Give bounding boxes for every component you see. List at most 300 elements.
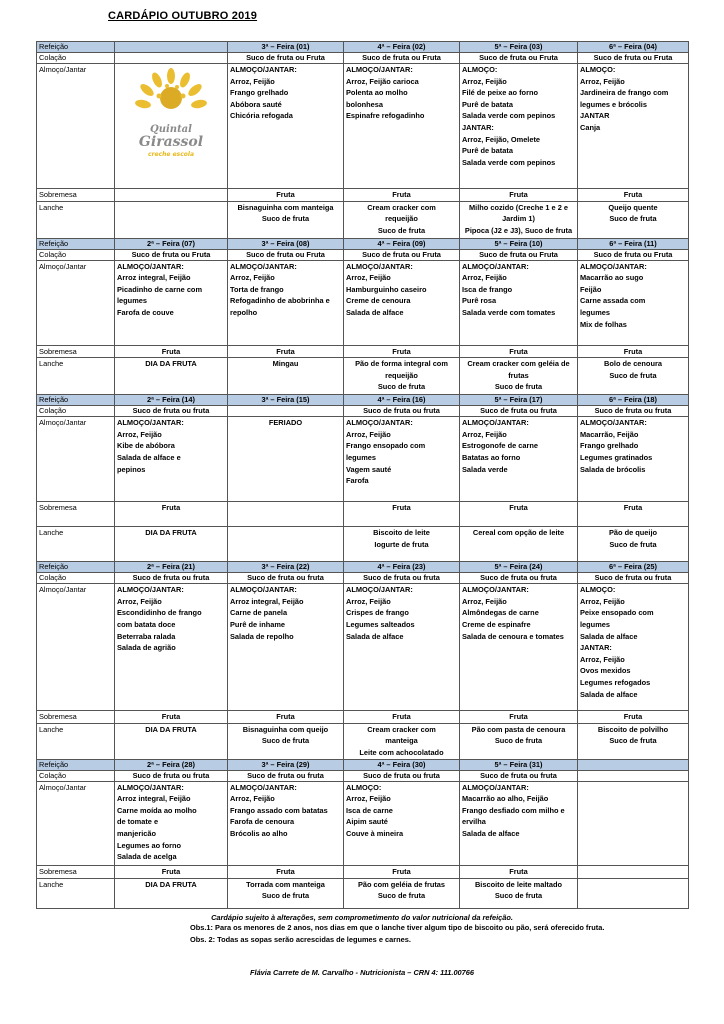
sobremesa-cell: Fruta xyxy=(115,502,228,527)
menu-item: Salada de repolho xyxy=(230,631,294,641)
almoco-cell xyxy=(115,584,228,711)
almoco-cell xyxy=(460,584,578,711)
menu-item: manjericão xyxy=(117,828,157,838)
menu-item: Arroz, Feijão xyxy=(462,76,507,86)
sobremesa-label: Sobremesa xyxy=(37,711,115,724)
menu-item: Arroz integral, Feijão xyxy=(230,596,304,606)
lanche-item: requeijão xyxy=(385,370,418,380)
lanche-row xyxy=(37,201,689,238)
lanche-label: Lanche xyxy=(37,723,115,759)
menu-item: Frango ensopado com xyxy=(346,441,426,451)
menu-item: JANTAR: xyxy=(462,122,494,132)
menu-item: Salada de alface xyxy=(346,307,404,317)
lanche-item: Leite com achocolatado xyxy=(359,747,444,757)
quintal-girassol-logo xyxy=(123,66,219,166)
menu-item: ALMOÇO: xyxy=(580,585,616,595)
sobremesa-cell: Fruta xyxy=(460,345,578,358)
menu-item: ALMOÇO/JANTAR: xyxy=(580,261,647,271)
almoco-label: Almoço/Jantar xyxy=(37,781,115,865)
lanche-item: Suco de fruta xyxy=(609,736,657,746)
day-header: 3ª – Feira (08) xyxy=(228,238,344,249)
lanche-item: Suco de fruta xyxy=(609,539,657,549)
almoco-cell xyxy=(228,260,344,345)
menu-item: Espinafre refogadinho xyxy=(346,111,425,121)
menu-item: Legumes ao forno xyxy=(117,840,182,850)
lanche-item: Cream cracker com geléia de xyxy=(467,359,570,369)
lanche-cell xyxy=(228,723,344,759)
menu-item: Almôndegas de carne xyxy=(462,608,539,618)
sobremesa-cell: Fruta xyxy=(228,711,344,724)
lanche-item: DIA DA FRUTA xyxy=(145,528,197,538)
colacao-row xyxy=(37,406,689,417)
sobremesa-cell: Fruta xyxy=(115,711,228,724)
menu-item: Arroz, Feijão xyxy=(580,654,625,664)
almoco-cell xyxy=(460,417,578,502)
menu-item: Carne assada com xyxy=(580,296,646,306)
day-header: 2ª – Feira (14) xyxy=(115,395,228,406)
lanche-item: DIA DA FRUTA xyxy=(145,724,197,734)
colacao-cell: Suco de fruta ou Fruta xyxy=(460,53,578,64)
lanche-cell xyxy=(344,878,460,908)
day-header: 6ª – Feira (18) xyxy=(578,395,689,406)
menu-item: Frango desfiado com milho e xyxy=(462,805,565,815)
menu-item: ALMOÇO/JANTAR: xyxy=(462,418,529,428)
lanche-cell xyxy=(228,527,344,562)
lanche-item: Cereal com opção de leite xyxy=(472,528,565,538)
sobremesa-label: Sobremesa xyxy=(37,502,115,527)
almoco-label: Almoço/Jantar xyxy=(37,417,115,502)
colacao-cell: Suco de fruta ou Fruta xyxy=(578,53,689,64)
almoco-cell xyxy=(115,260,228,345)
menu-item: Beterraba ralada xyxy=(117,631,176,641)
almoco-cell xyxy=(344,584,460,711)
menu-item: ALMOÇO/JANTAR: xyxy=(117,585,184,595)
menu-item: ervilha xyxy=(462,817,486,827)
sobremesa-cell xyxy=(578,865,689,878)
menu-item: Arroz, Feijão xyxy=(580,76,625,86)
day-header: 5ª – Feira (24) xyxy=(460,562,578,573)
lanche-row xyxy=(37,723,689,759)
day-header: 4ª – Feira (30) xyxy=(344,759,460,770)
menu-item: Macarrão ao sugo xyxy=(580,273,644,283)
almoco-label: Almoço/Jantar xyxy=(37,260,115,345)
week-header-row xyxy=(37,42,689,53)
lanche-cell xyxy=(228,878,344,908)
menu-item: Arroz, Feijão xyxy=(346,596,391,606)
day-header: 6ª – Feira (04) xyxy=(578,42,689,53)
menu-item: Salada de alface xyxy=(580,689,638,699)
refeicao-label: Refeição xyxy=(37,562,115,573)
lanche-row xyxy=(37,878,689,908)
colacao-label: Colação xyxy=(37,53,115,64)
sobremesa-label: Sobremesa xyxy=(37,865,115,878)
colacao-cell: Suco de fruta ou Fruta xyxy=(228,249,344,260)
menu-item: Salada de acelga xyxy=(117,852,177,862)
lanche-item: Pão de forma integral com xyxy=(355,359,448,369)
colacao-cell: Suco de fruta ou fruta xyxy=(460,770,578,781)
menu-item: Legumes salteados xyxy=(346,619,415,629)
sobremesa-row xyxy=(37,865,689,878)
menu-item: Salada verde com tomates xyxy=(462,307,556,317)
colacao-cell: Suco de fruta ou fruta xyxy=(344,770,460,781)
menu-item: JANTAR xyxy=(580,111,610,121)
colacao-row xyxy=(37,249,689,260)
menu-item: Arroz, Feijão xyxy=(117,429,162,439)
menu-item: Couve à mineira xyxy=(346,828,404,838)
lanche-item: Biscoito de leite maltado xyxy=(474,879,563,889)
lanche-cell xyxy=(578,201,689,238)
menu-item: Chicória refogada xyxy=(230,111,293,121)
menu-item: Creme de espinafre xyxy=(462,619,531,629)
menu-item: Salada de alface xyxy=(580,631,638,641)
menu-item: Purê rosa xyxy=(462,296,497,306)
menu-item: Macarrão, Feijão xyxy=(580,429,639,439)
menu-item: Arroz, Feijão xyxy=(346,429,391,439)
colacao-cell: Suco de fruta ou Fruta xyxy=(115,249,228,260)
sobremesa-cell: Fruta xyxy=(228,189,344,202)
sobremesa-cell: Fruta xyxy=(115,345,228,358)
nutritionist-signature: Flávia Carrete de M. Carvalho - Nutricionista – CRN 4: 111.00766 xyxy=(250,968,474,977)
menu-item: Salada de agrião xyxy=(117,643,176,653)
day-header: 6ª – Feira (25) xyxy=(578,562,689,573)
week-header-row xyxy=(37,238,689,249)
lanche-cell xyxy=(460,527,578,562)
day-header: 5ª – Feira (31) xyxy=(460,759,578,770)
lanche-row xyxy=(37,358,689,395)
week-header-row xyxy=(37,759,689,770)
refeicao-label: Refeição xyxy=(37,42,115,53)
menu-item: Salada de alface xyxy=(346,631,404,641)
menu-item: Frango grelhado xyxy=(230,88,289,98)
lanche-item: Suco de fruta xyxy=(261,736,310,746)
disclaimer-note: Cardápio sujeito à alterações, sem comprometimento do valor nutricional da refeição. xyxy=(211,913,513,922)
menu-item: Purê de batata xyxy=(462,146,513,156)
almoco-row xyxy=(37,417,689,502)
menu-item: Arroz, Feijão xyxy=(580,596,625,606)
menu-item: Arroz, Feijão xyxy=(117,596,162,606)
logo-name: Quintal xyxy=(150,124,192,135)
refeicao-label: Refeição xyxy=(37,238,115,249)
lanche-item: Bisnaguinha com manteiga xyxy=(237,202,334,212)
logo-sub: creche escola xyxy=(148,151,194,158)
sobremesa-cell: Fruta xyxy=(344,345,460,358)
lanche-cell xyxy=(344,723,460,759)
menu-item: Arroz integral, Feijão xyxy=(117,794,191,804)
menu-item: Arroz, Feijão xyxy=(230,273,275,283)
colacao-cell: Suco de fruta ou Fruta xyxy=(228,53,344,64)
almoco-cell xyxy=(578,417,689,502)
menu-item: Arroz, Feijão xyxy=(462,429,507,439)
colacao-label: Colação xyxy=(37,770,115,781)
menu-item: legumes xyxy=(346,452,376,462)
lanche-item: Suco de fruta xyxy=(494,382,543,392)
lanche-item: Cream cracker com xyxy=(367,724,436,734)
menu-item: JANTAR: xyxy=(580,643,612,653)
almoco-label: Almoço/Jantar xyxy=(37,64,115,189)
lanche-item: Jardim 1) xyxy=(502,214,535,224)
menu-item: Salada de brócolis xyxy=(580,464,646,474)
menu-item: Legumes refogados xyxy=(580,677,651,687)
colacao-cell: Suco de fruta ou fruta xyxy=(115,406,228,417)
colacao-cell xyxy=(578,770,689,781)
menu-item: Abóbora sauté xyxy=(230,99,282,109)
lanche-item: Suco de fruta xyxy=(377,225,426,235)
menu-item: Kibe de abóbora xyxy=(117,441,175,451)
lanche-item: Suco de fruta xyxy=(377,382,426,392)
menu-item: pepinos xyxy=(117,464,146,474)
lanche-cell xyxy=(115,723,228,759)
lanche-cell xyxy=(578,527,689,562)
colacao-cell: Suco de fruta ou fruta xyxy=(460,573,578,584)
lanche-item: Suco de fruta xyxy=(261,214,310,224)
almoco-cell xyxy=(578,64,689,189)
lanche-item: Suco de fruta xyxy=(494,736,543,746)
sobremesa-cell: Fruta xyxy=(344,189,460,202)
almoco-label: Almoço/Jantar xyxy=(37,584,115,711)
almoco-cell xyxy=(578,584,689,711)
page-title: CARDÁPIO OUTUBRO 2019 xyxy=(108,10,258,22)
colacao-cell: Suco de fruta ou Fruta xyxy=(460,249,578,260)
almoco-cell xyxy=(344,64,460,189)
lanche-cell xyxy=(228,358,344,395)
menu-item: Carne de panela xyxy=(230,608,288,618)
almoco-cell xyxy=(578,781,689,865)
day-header: 4ª – Feira (16) xyxy=(344,395,460,406)
colacao-cell: Suco de fruta ou fruta xyxy=(228,770,344,781)
menu-table xyxy=(36,41,689,909)
menu-item: ALMOÇO: xyxy=(462,65,498,74)
colacao-row xyxy=(37,53,689,64)
menu-item: Arroz, Feijão, Omelete xyxy=(462,134,541,144)
lanche-item: Cream cracker com xyxy=(367,202,436,212)
menu-item: Salada de alface e xyxy=(117,452,181,462)
sobremesa-cell: Fruta xyxy=(578,502,689,527)
almoco-cell xyxy=(228,781,344,865)
sobremesa-cell: Fruta xyxy=(460,502,578,527)
menu-item: de tomate e xyxy=(117,817,159,827)
menu-item: Arroz, Feijão xyxy=(462,596,507,606)
sobremesa-row xyxy=(37,345,689,358)
menu-item: ALMOÇO/JANTAR: xyxy=(346,418,413,428)
menu-item: Picadinho de carne com xyxy=(117,284,203,294)
menu-item: ALMOÇO/JANTAR: xyxy=(580,418,647,428)
logo-brand: Girassol xyxy=(138,134,204,150)
lanche-cell xyxy=(578,358,689,395)
lanche-cell xyxy=(460,201,578,238)
menu-item: Salada verde com pepinos xyxy=(462,111,556,121)
sobremesa-cell: Fruta xyxy=(344,711,460,724)
almoco-row xyxy=(37,584,689,711)
lanche-cell xyxy=(115,527,228,562)
day-header: 3ª – Feira (15) xyxy=(228,395,344,406)
sobremesa-cell: Fruta xyxy=(228,865,344,878)
lanche-cell xyxy=(344,201,460,238)
menu-item: Arroz, Feijão xyxy=(230,794,275,804)
lanche-item: requeijão xyxy=(385,214,418,224)
lanche-item: Torrada com manteiga xyxy=(246,879,325,889)
lanche-item: manteiga xyxy=(385,736,418,746)
almoco-row xyxy=(37,260,689,345)
lanche-item: Suco de fruta xyxy=(494,891,543,901)
menu-item: FERIADO xyxy=(268,418,303,428)
menu-item: Brócolis ao alho xyxy=(230,828,288,838)
colacao-cell: Suco de fruta ou fruta xyxy=(460,406,578,417)
menu-item: legumes xyxy=(117,296,147,306)
menu-item: Isca de frango xyxy=(462,284,513,294)
menu-item: Mix de folhas xyxy=(580,319,627,329)
lanche-item: Suco de fruta xyxy=(609,214,657,224)
menu-item: Purê de batata xyxy=(462,99,513,109)
lanche-label: Lanche xyxy=(37,527,115,562)
menu-item: Batatas ao forno xyxy=(462,452,521,462)
menu-item: repolho xyxy=(230,307,258,317)
sobremesa-label: Sobremesa xyxy=(37,189,115,202)
colacao-cell: Suco de fruta ou fruta xyxy=(115,573,228,584)
notes xyxy=(0,913,724,946)
menu-item: ALMOÇO/JANTAR: xyxy=(230,65,297,74)
sobremesa-cell: Fruta xyxy=(344,502,460,527)
colacao-cell xyxy=(228,406,344,417)
lanche-item: DIA DA FRUTA xyxy=(145,359,197,369)
menu-item: ALMOÇO/JANTAR: xyxy=(117,261,184,271)
menu-item: ALMOÇO/JANTAR: xyxy=(117,782,184,792)
colacao-cell: Suco de fruta ou fruta xyxy=(578,406,689,417)
lanche-cell xyxy=(460,358,578,395)
day-header: 3ª – Feira (01) xyxy=(228,42,344,53)
colacao-label: Colação xyxy=(37,573,115,584)
almoco-cell xyxy=(228,584,344,711)
menu-item: Frango assado com batatas xyxy=(230,805,328,815)
menu-item: Crispes de frango xyxy=(346,608,409,618)
menu-item: ALMOÇO/JANTAR: xyxy=(230,585,297,595)
day-header xyxy=(578,759,689,770)
sobremesa-cell: Fruta xyxy=(460,189,578,202)
day-header: 2ª – Feira (28) xyxy=(115,759,228,770)
menu-item: ALMOÇO: xyxy=(346,782,382,792)
lanche-item: Suco de fruta xyxy=(261,891,310,901)
menu-item: Filé de peixe ao forno xyxy=(462,88,538,98)
menu-item: ALMOÇO/JANTAR: xyxy=(346,261,413,271)
lanche-item: Pão de queijo xyxy=(608,528,658,538)
colacao-label: Colação xyxy=(37,249,115,260)
sobremesa-label: Sobremesa xyxy=(37,345,115,358)
colacao-cell: Suco de fruta ou fruta xyxy=(578,573,689,584)
colacao-cell: Suco de fruta ou fruta xyxy=(228,573,344,584)
lanche-cell xyxy=(344,358,460,395)
almoco-row xyxy=(37,781,689,865)
menu-item: Farofa de cenoura xyxy=(230,817,295,827)
menu-item: ALMOÇO: xyxy=(580,65,616,74)
menu-item: ALMOÇO/JANTAR: xyxy=(230,261,297,271)
almoco-cell xyxy=(344,781,460,865)
lanche-label: Lanche xyxy=(37,358,115,395)
menu-item: Polenta ao molho xyxy=(346,88,408,98)
day-header: 6ª – Feira (11) xyxy=(578,238,689,249)
lanche-item: Bisnaguinha com queijo xyxy=(242,724,329,734)
almoco-cell xyxy=(115,64,228,189)
almoco-cell xyxy=(228,64,344,189)
sobremesa-cell xyxy=(228,502,344,527)
menu-item: Frango grelhado xyxy=(580,441,639,451)
menu-item: bolonhesa xyxy=(346,99,383,109)
almoco-cell xyxy=(460,781,578,865)
lanche-cell xyxy=(115,201,228,238)
sobremesa-cell: Fruta xyxy=(578,345,689,358)
menu-item: legumes xyxy=(580,619,610,629)
menu-item: Refogadinho de abobrinha e xyxy=(230,296,330,306)
almoco-cell xyxy=(115,781,228,865)
menu-item: Torta de frango xyxy=(230,284,284,294)
lanche-cell xyxy=(578,723,689,759)
colacao-cell xyxy=(115,53,228,64)
day-header: 5ª – Feira (03) xyxy=(460,42,578,53)
colacao-cell: Suco de fruta ou fruta xyxy=(344,573,460,584)
menu-item: Farofa xyxy=(346,476,369,486)
menu-item: Purê de inhame xyxy=(230,619,286,629)
obs-1-note: Obs.1: Para os menores de 2 anos, nos dias em que o lanche tiver algum tipo de biscoito ou pão, será oferecido fruta. xyxy=(190,923,605,932)
colacao-cell: Suco de fruta ou Fruta xyxy=(578,249,689,260)
sobremesa-cell: Fruta xyxy=(578,189,689,202)
menu-item: Salada de alface xyxy=(462,828,520,838)
lanche-item: Queijo quente xyxy=(608,202,658,212)
menu-item: Arroz, Feijão xyxy=(462,273,507,283)
almoco-cell xyxy=(344,260,460,345)
lanche-item: Pipoca (J2 e J3), Suco de fruta xyxy=(464,225,573,235)
menu-item: Salada verde xyxy=(462,464,508,474)
menu-item: Vagem sauté xyxy=(346,464,392,474)
lanche-item: Bolo de cenoura xyxy=(604,359,662,369)
menu-item: Arroz integral, Feijão xyxy=(117,273,191,283)
day-header: 2ª – Feira (07) xyxy=(115,238,228,249)
almoco-cell xyxy=(228,417,344,502)
sobremesa-row xyxy=(37,189,689,202)
lanche-item: Iogurte de fruta xyxy=(374,539,429,549)
sobremesa-row xyxy=(37,502,689,527)
menu-item: Salada verde com pepinos xyxy=(462,157,556,167)
lanche-item: Pão com pasta de cenoura xyxy=(471,724,566,734)
menu-item: Macarrão ao alho, Feijão xyxy=(462,794,549,804)
menu-item: Isca de carne xyxy=(346,805,393,815)
menu-item: Arroz, Feijão xyxy=(230,76,275,86)
menu-item: Farofa de couve xyxy=(117,307,174,317)
sobremesa-cell: Fruta xyxy=(228,345,344,358)
menu-item: Arroz, Feijão carioca xyxy=(346,76,419,86)
menu-item: Creme de cenoura xyxy=(346,296,411,306)
almoco-row xyxy=(37,64,689,189)
lanche-item: Biscoito de polvilho xyxy=(597,724,669,734)
sobremesa-cell: Fruta xyxy=(460,711,578,724)
colacao-cell: Suco de fruta ou Fruta xyxy=(344,53,460,64)
week-header-row xyxy=(37,395,689,406)
menu-item: Carne moída ao molho xyxy=(117,805,197,815)
lanche-cell xyxy=(228,201,344,238)
menu-item: Escondidinho de frango xyxy=(117,608,202,618)
colacao-cell: Suco de fruta ou fruta xyxy=(115,770,228,781)
colacao-cell: Suco de fruta ou fruta xyxy=(344,406,460,417)
lanche-item: Biscoito de leite xyxy=(373,528,430,538)
almoco-cell xyxy=(578,260,689,345)
menu-item: ALMOÇO/JANTAR: xyxy=(462,261,529,271)
day-header: 2ª – Feira (21) xyxy=(115,562,228,573)
sobremesa-cell: Fruta xyxy=(115,865,228,878)
menu-item: Jardineira de frango com xyxy=(580,88,669,98)
colacao-row xyxy=(37,770,689,781)
week-header-row xyxy=(37,562,689,573)
menu-item: ALMOÇO/JANTAR: xyxy=(346,65,413,74)
lanche-cell xyxy=(115,358,228,395)
sobremesa-row xyxy=(37,711,689,724)
day-header: 3ª – Feira (29) xyxy=(228,759,344,770)
